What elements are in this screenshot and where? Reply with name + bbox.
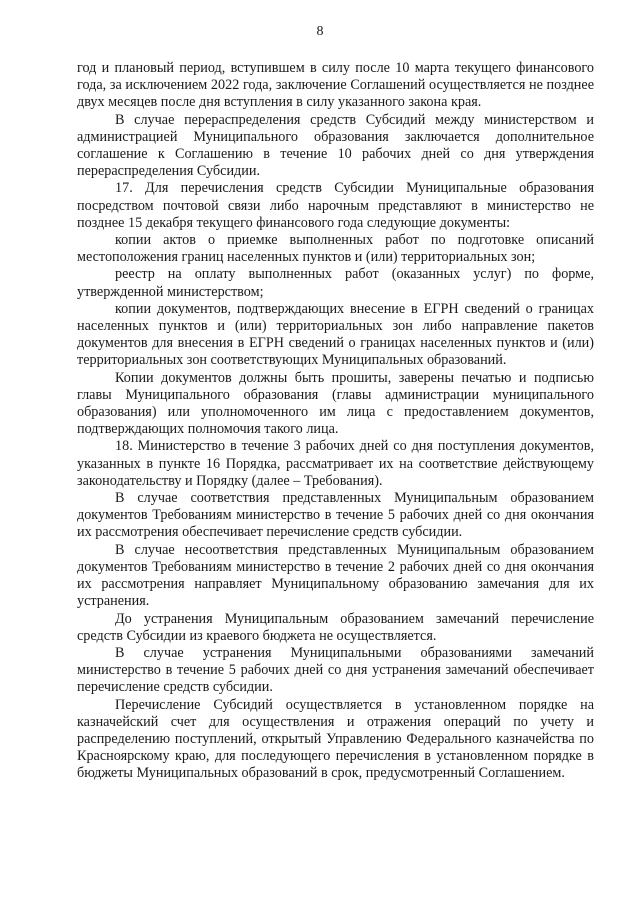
paragraph: Перечисление Субсидий осуществляется в установленном порядке на казначейский счет для осуществления и отражения операций по учету и распределению поступлений, открытый Управлению Федерального казначейства по Красноярскому краю, для последующего перечисления в установленном порядке в бюджеты Муниципальных образований в срок, предусмотренный Соглашением.: [77, 696, 594, 782]
paragraph: 17. Для перечисления средств Субсидии Муниципальные образования посредством почтовой связи либо нарочным представляют в министерство не позднее 15 декабря текущего финансового года следующие документы:: [77, 180, 594, 231]
paragraph: Копии документов должны быть прошиты, заверены печатью и подписью главы Муниципального образования (главы администрации муниципального образования) или уполномоченного им лица с предоставлением документов, подтверждающих полномочия такого лица.: [77, 369, 594, 438]
paragraph: год и плановый период, вступившем в силу после 10 марта текущего финансового года, за исключением 2022 года, заключение Соглашений осуществляется не позднее двух месяцев после дня вступления в силу указанного закона края.: [77, 60, 594, 111]
paragraph: копии актов о приемке выполненных работ по подготовке описаний местоположения границ населенных пунктов и (или) территориальных зон;: [77, 232, 594, 266]
paragraph: В случае перераспределения средств Субсидий между министерством и администрацией Муниципального образования заключается дополнительное соглашение к Соглашению в течение 10 рабочих дней со дня утверждения перераспределения Субсидии.: [77, 111, 594, 180]
page-number: 8: [316, 24, 324, 39]
paragraph: 18. Министерство в течение 3 рабочих дней со дня поступления документов, указанных в пункте 16 Порядка, рассматривает их на соответствие действующему законодательству и Порядку (далее – Требования).: [77, 438, 594, 489]
paragraph: До устранения Муниципальным образованием замечаний перечисление средств Субсидии из краевого бюджета не осуществляется.: [77, 610, 594, 644]
paragraph: реестр на оплату выполненных работ (оказанных услуг) по форме, утвержденной министерством;: [77, 266, 594, 300]
paragraph: копии документов, подтверждающих внесение в ЕГРН сведений о границах населенных пунктов и (или) территориальных зон либо направление пакетов документов для внесения в ЕГРН сведений о границах населенных пунктов и (или) территориальных зон соответствующих Муниципальных образований.: [77, 300, 594, 369]
paragraph: В случае устранения Муниципальными образованиями замечаний министерство в течение 5 рабочих дней со дня устранения замечаний обеспечивает перечисление средств субсидии.: [77, 644, 594, 696]
paragraph: В случае несоответствия представленных Муниципальным образованием документов Требованиям министерство в течение 2 рабочих дней со дня окончания их рассмотрения направляет Муниципальному образованию замечания для их устранения.: [77, 541, 594, 610]
paragraph: В случае соответствия представленных Муниципальным образованием документов Требованиям министерство в течение 5 рабочих дней со дня окончания их рассмотрения обеспечивает перечисление средств субсидии.: [77, 490, 594, 541]
document-body: [77, 60, 594, 783]
